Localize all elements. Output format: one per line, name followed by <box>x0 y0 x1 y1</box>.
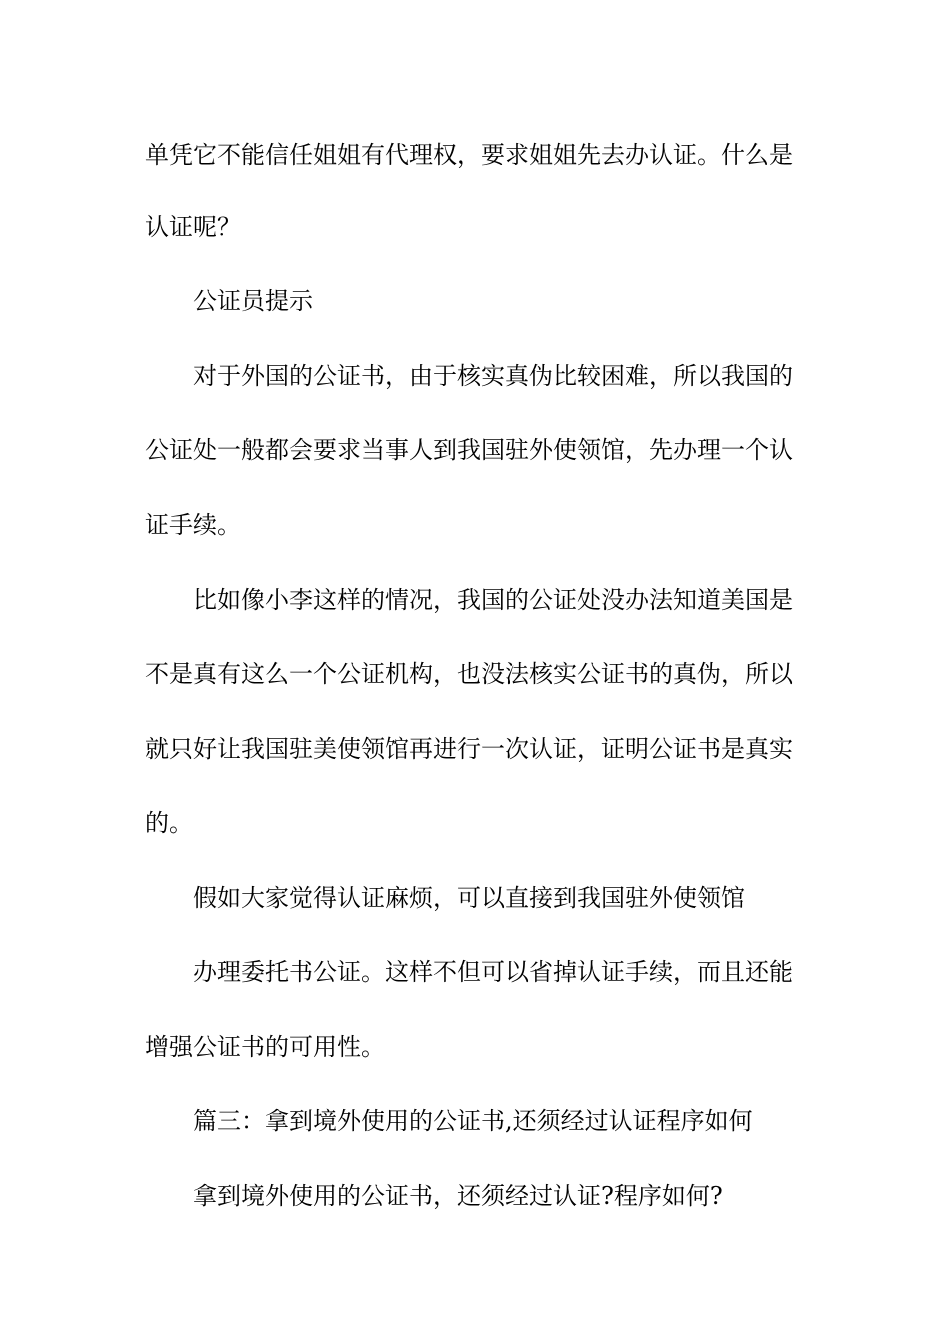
text-line: 对于外国的公证书，由于核实真伪比较困难，所以我国的 <box>193 362 793 390</box>
text-line: 单凭它不能信任姐姐有代理权，要求姐姐先去办认证。什么是 <box>145 141 793 169</box>
text-line: 公证处一般都会要求当事人到我国驻外使领馆，先办理一个认 <box>145 436 793 464</box>
text-line: 比如像小李这样的情况，我国的公证处没办法知道美国是 <box>193 586 793 614</box>
text-line: 证手续。 <box>145 511 241 539</box>
text-line: 的。 <box>145 809 193 837</box>
section-title: 篇三：拿到境外使用的公证书,还须经过认证程序如何 <box>193 1107 753 1135</box>
text-line: 不是真有这么一个公证机构，也没法核实公证书的真伪，所以 <box>145 660 793 688</box>
text-line: 办理委托书公证。这样不但可以省掉认证手续，而且还能 <box>193 958 793 986</box>
text-line: 认证呢？ <box>145 213 241 241</box>
text-line: 增强公证书的可用性。 <box>145 1033 385 1061</box>
text-line: 拿到境外使用的公证书，还须经过认证?程序如何? <box>193 1182 723 1210</box>
text-line: 假如大家觉得认证麻烦，可以直接到我国驻外使领馆 <box>193 884 745 912</box>
text-line: 就只好让我国驻美使领馆再进行一次认证，证明公证书是真实 <box>145 735 793 763</box>
section-heading: 公证员提示 <box>193 287 313 315</box>
